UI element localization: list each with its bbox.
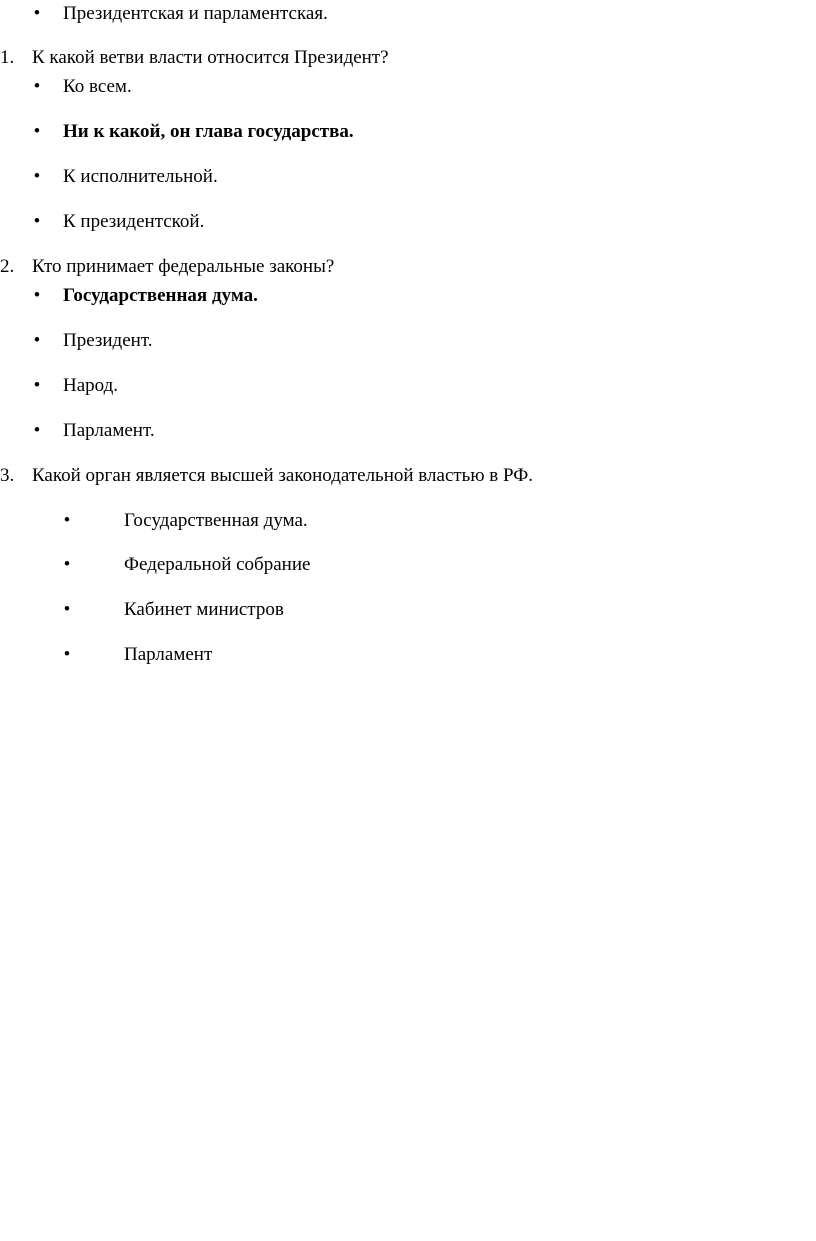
- question-number: 2.: [0, 256, 15, 277]
- answer-text: Народ.: [63, 375, 119, 396]
- question-text: Какой орган является высшей законодательной властью в РФ.: [32, 465, 534, 486]
- answer-text: Ни к какой, он глава государства.: [63, 121, 354, 142]
- question-text: К какой ветви власти относится Президент?: [32, 47, 389, 68]
- question-number: 1.: [0, 47, 15, 68]
- bullet-icon: •: [33, 3, 41, 24]
- answer-text: Государственная дума.: [63, 285, 258, 306]
- bullet-icon: •: [63, 510, 71, 531]
- answer-text: Федеральной собрание: [124, 554, 311, 575]
- answer-text: Государственная дума.: [124, 510, 308, 531]
- bullet-icon: •: [33, 330, 41, 351]
- answer-text: К президентской.: [63, 211, 205, 232]
- bullet-icon: •: [63, 644, 71, 665]
- bullet-icon: •: [33, 166, 41, 187]
- bullet-icon: •: [63, 599, 71, 620]
- bullet-icon: •: [33, 420, 41, 441]
- answer-text: Парламент: [124, 644, 213, 665]
- bullet-icon: •: [63, 554, 71, 575]
- answer-text: Ко всем.: [63, 76, 132, 97]
- answer-text: Президент.: [63, 330, 153, 351]
- answer-text: Парламент.: [63, 420, 155, 441]
- bullet-icon: •: [33, 76, 41, 97]
- question-text: Кто принимает федеральные законы?: [32, 256, 335, 277]
- bullet-icon: •: [33, 285, 41, 306]
- bullet-icon: •: [33, 121, 41, 142]
- answer-text: Президентская и парламентская.: [63, 3, 328, 24]
- answer-text: К исполнительной.: [63, 166, 218, 187]
- question-number: 3.: [0, 465, 15, 486]
- answer-text: Кабинет министров: [124, 599, 284, 620]
- bullet-icon: •: [33, 375, 41, 396]
- bullet-icon: •: [33, 211, 41, 232]
